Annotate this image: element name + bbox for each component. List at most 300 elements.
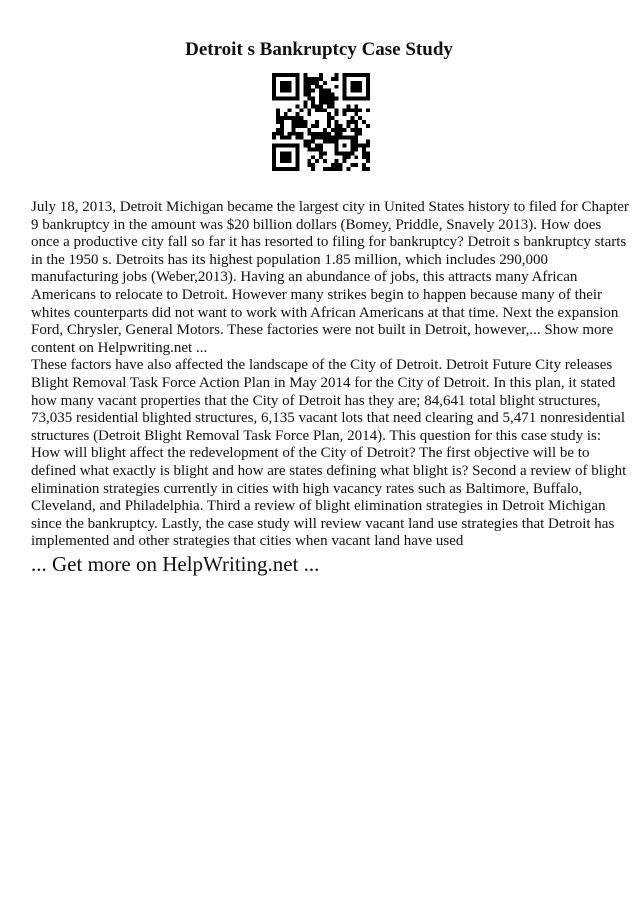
paragraph-intro: July 18, 2013, Detroit Michigan became the largest city in United States history to filed for Chapter 9 bankruptcy in the amount was $20 billion dollars (Bomey, Priddle, Snavely 2013). How does once a productive city fall so far it has resorted to filing for bankruptcy? Detroit s bankruptcy starts in the 1950 s. Detroits has its highest population 1.85 million, which includes 290,000 manufacturing jobs (Weber,2013). Having an abundance of jobs, this attracts many African Americans to relocate to Detroit. However many strikes begin to happen because many of their whites counterparts did not want to work with African Americans at that time. Next the expansion Ford, Chrysler, General Motors. These factories were not built in Detroit, however,... Show more content on Helpwriting.net ... — [31, 199, 629, 356]
qr-cell — [284, 73, 288, 77]
qr-cell — [288, 108, 292, 112]
qr-cell — [323, 167, 327, 171]
qr-cell — [307, 159, 311, 163]
qr-cell — [272, 89, 276, 93]
qr-cell — [335, 112, 339, 116]
qr-cell — [323, 132, 327, 136]
qr-cell — [307, 112, 311, 116]
qr-cell — [280, 124, 284, 128]
qr-cell — [323, 81, 327, 85]
qr-cell — [366, 140, 370, 144]
qr-cell — [307, 128, 311, 132]
qr-cell — [296, 147, 300, 151]
qr-cell — [284, 159, 288, 163]
qr-cell — [350, 81, 354, 85]
qr-cell — [307, 77, 311, 81]
qr-cell — [358, 116, 362, 120]
qr-cell — [311, 167, 315, 171]
qr-cell — [354, 81, 358, 85]
qr-cell — [288, 136, 292, 140]
qr-cell — [272, 77, 276, 81]
qr-cell — [331, 136, 335, 140]
qr-cell — [272, 147, 276, 151]
qr-cell — [354, 136, 358, 140]
qr-cell — [303, 144, 307, 148]
qr-cell — [292, 116, 296, 120]
qr-cell — [276, 128, 280, 132]
qr-cell — [327, 132, 331, 136]
qr-cell — [296, 104, 300, 108]
qr-cell — [288, 132, 292, 136]
qr-cell — [346, 167, 350, 171]
qr-cell — [272, 93, 276, 97]
qr-cell — [303, 93, 307, 97]
qr-cell — [280, 85, 284, 89]
qr-cell — [319, 108, 323, 112]
qr-cell — [335, 73, 339, 77]
qr-cell — [366, 97, 370, 101]
qr-cell — [296, 159, 300, 163]
qr-cell — [350, 136, 354, 140]
qr-cell — [335, 85, 339, 89]
qr-cell — [331, 97, 335, 101]
qr-cell — [303, 73, 307, 77]
qr-cell — [358, 97, 362, 101]
qr-cell — [343, 159, 347, 163]
qr-cell — [331, 167, 335, 171]
qr-cell — [350, 163, 354, 167]
qr-cell — [307, 93, 311, 97]
qr-cell — [350, 140, 354, 144]
qr-cell — [284, 167, 288, 171]
qr-cell — [354, 155, 358, 159]
qr-cell — [303, 81, 307, 85]
get-more-link[interactable]: ... Get more on HelpWriting.net ... — [31, 552, 320, 576]
qr-cell — [319, 89, 323, 93]
qr-cell — [354, 97, 358, 101]
qr-cell — [327, 140, 331, 144]
qr-cell — [315, 144, 319, 148]
qr-cell — [311, 140, 315, 144]
qr-cell — [346, 155, 350, 159]
qr-cell — [346, 104, 350, 108]
qr-cell — [296, 124, 300, 128]
qr-cell — [303, 77, 307, 81]
qr-cell — [296, 144, 300, 148]
qr-cell — [319, 104, 323, 108]
qr-cell — [292, 132, 296, 136]
qr-cell — [311, 132, 315, 136]
qr-cell — [327, 120, 331, 124]
qr-cell — [288, 151, 292, 155]
qr-cell — [319, 85, 323, 89]
qr-cell — [303, 100, 307, 104]
qr-cell — [280, 73, 284, 77]
qr-cell — [280, 132, 284, 136]
qr-cell — [272, 85, 276, 89]
qr-cell — [292, 120, 296, 124]
qr-cell — [339, 128, 343, 132]
qr-cell — [327, 116, 331, 120]
qr-cell — [315, 108, 319, 112]
qr-cell — [335, 147, 339, 151]
qr-cell — [331, 140, 335, 144]
qr-cell — [327, 112, 331, 116]
qr-cell — [358, 85, 362, 89]
qr-cell — [276, 73, 280, 77]
qr-cell — [366, 93, 370, 97]
qr-cell — [335, 144, 339, 148]
qr-cell — [315, 120, 319, 124]
qr-cell — [272, 155, 276, 159]
qr-cell — [343, 155, 347, 159]
qr-cell — [354, 163, 358, 167]
qr-cell — [366, 77, 370, 81]
qr-cell — [288, 85, 292, 89]
qr-cell — [331, 77, 335, 81]
qr-cell — [307, 163, 311, 167]
qr-cell — [358, 132, 362, 136]
qr-cell — [299, 136, 303, 140]
qr-cell — [272, 73, 276, 77]
qr-cell — [354, 124, 358, 128]
qr-cell — [292, 97, 296, 101]
qr-cell — [307, 85, 311, 89]
qr-cell — [315, 159, 319, 163]
qr-cell — [311, 163, 315, 167]
qr-cell — [362, 73, 366, 77]
qr-cell — [296, 155, 300, 159]
qr-cell — [307, 132, 311, 136]
qr-cell — [299, 124, 303, 128]
qr-cell — [343, 144, 347, 148]
qr-cell — [307, 144, 311, 148]
qr-cell — [284, 151, 288, 155]
qr-cell — [288, 116, 292, 120]
qr-cell — [280, 116, 284, 120]
qr-cell — [296, 163, 300, 167]
qr-cell — [288, 167, 292, 171]
qr-cell — [303, 89, 307, 93]
qr-cell — [284, 116, 288, 120]
qr-cell — [335, 167, 339, 171]
qr-cell — [339, 124, 343, 128]
qr-cell — [335, 136, 339, 140]
qr-cell — [296, 93, 300, 97]
qr-cell — [323, 93, 327, 97]
qr-cell — [323, 100, 327, 104]
qr-cell — [276, 144, 280, 148]
qr-cell — [284, 89, 288, 93]
qr-cell — [319, 97, 323, 101]
qr-cell — [311, 136, 315, 140]
qr-cell — [311, 100, 315, 104]
qr-cell — [292, 167, 296, 171]
qr-cell — [292, 144, 296, 148]
qr-cell — [343, 151, 347, 155]
qr-cell — [296, 81, 300, 85]
qr-cell — [362, 144, 366, 148]
qr-cell — [315, 85, 319, 89]
qr-cell — [335, 163, 339, 167]
qr-cell — [272, 136, 276, 140]
qr-cell — [358, 108, 362, 112]
qr-cell — [331, 116, 335, 120]
qr-cell — [346, 108, 350, 112]
qr-cell — [335, 124, 339, 128]
qr-cell — [315, 147, 319, 151]
qr-cell — [366, 151, 370, 155]
qr-cell — [288, 73, 292, 77]
qr-cell — [311, 124, 315, 128]
qr-cell — [288, 97, 292, 101]
qr-cell — [272, 97, 276, 101]
qr-cell — [288, 155, 292, 159]
qr-cell — [323, 151, 327, 155]
qr-cell — [280, 120, 284, 124]
qr-cell — [296, 97, 300, 101]
qr-cell — [327, 124, 331, 128]
qr-cell — [311, 81, 315, 85]
qr-cell — [362, 167, 366, 171]
qr-cell — [296, 73, 300, 77]
qr-cell — [299, 116, 303, 120]
qr-cell — [358, 73, 362, 77]
qr-cell — [335, 132, 339, 136]
qr-cell — [323, 89, 327, 93]
qr-cell — [350, 120, 354, 124]
qr-cell — [280, 151, 284, 155]
qr-cell — [346, 136, 350, 140]
qr-cell — [315, 136, 319, 140]
qr-cell — [350, 151, 354, 155]
qr-cell — [307, 89, 311, 93]
qr-cell — [354, 73, 358, 77]
qr-cell — [296, 116, 300, 120]
qr-cell — [296, 85, 300, 89]
qr-cell — [319, 93, 323, 97]
qr-cell — [343, 81, 347, 85]
qr-cell — [354, 104, 358, 108]
qr-cell — [350, 128, 354, 132]
qr-cell — [346, 97, 350, 101]
qr-cell — [343, 112, 347, 116]
qr-cell — [327, 97, 331, 101]
qr-cell — [323, 140, 327, 144]
qr-cell — [303, 140, 307, 144]
document-body — [31, 199, 631, 551]
qr-cell — [315, 81, 319, 85]
qr-cell — [331, 100, 335, 104]
qr-cell — [303, 85, 307, 89]
qr-cell — [354, 89, 358, 93]
qr-cell — [331, 93, 335, 97]
qr-cell — [343, 77, 347, 81]
qr-cell — [354, 144, 358, 148]
qr-cell — [327, 89, 331, 93]
qr-cell — [280, 128, 284, 132]
qr-cell — [292, 73, 296, 77]
qr-cell — [323, 159, 327, 163]
qr-cell — [350, 108, 354, 112]
qr-cell — [272, 132, 276, 136]
qr-cell — [366, 85, 370, 89]
qr-cell — [292, 128, 296, 132]
qr-cell — [358, 89, 362, 93]
paragraph-blight: These factors have also affected the landscape of the City of Detroit. Detroit Future City releases Blight Removal Task Force Action Plan in May 2014 for the City of Detroit. In this plan, it stated how many vacant properties that the City of Detroit has they are; 84,641 total blight structures, 73,035 residential blighted structures, 6,135 vacant lots that need clearing and 5,471 nonresidential structures (Detroit Blight Removal Task Force Plan, 2014). This question for this case study is: How will blight affect the redevelopment of the City of Detroit? The first objective will be to defined what exactly is blight and how are states defining what blight is? Second a review of blight elimination strategies currently in cities with high vacancy rates such as Baltimore, Buffalo, Cleveland, and Philadelphia. Third a review of blight elimination strategies in Detroit Michigan since the bankruptcy. Lastly, the case study will review vacant land use strategies that Detroit has implemented and other strategies that cities when vacant land have used — [31, 357, 627, 550]
qr-cell — [296, 132, 300, 136]
qr-cell — [272, 81, 276, 85]
qr-cell — [335, 120, 339, 124]
qr-cell — [276, 132, 280, 136]
qr-cell — [303, 124, 307, 128]
qr-cell — [343, 85, 347, 89]
qr-cell — [362, 151, 366, 155]
qr-cell — [366, 144, 370, 148]
qr-cell — [280, 167, 284, 171]
qr-cell — [331, 104, 335, 108]
qr-cell — [323, 97, 327, 101]
qr-cell — [272, 163, 276, 167]
qr-cell — [354, 147, 358, 151]
qr-cell — [315, 132, 319, 136]
qr-cell — [339, 132, 343, 136]
qr-cell — [288, 144, 292, 148]
qr-cell — [280, 81, 284, 85]
qr-cell — [327, 93, 331, 97]
qr-cell — [296, 151, 300, 155]
qr-cell — [276, 116, 280, 120]
qr-cell — [343, 128, 347, 132]
qr-cell — [319, 132, 323, 136]
qr-cell — [350, 97, 354, 101]
qr-code-icon — [272, 73, 370, 171]
qr-cell — [343, 93, 347, 97]
qr-cell — [292, 124, 296, 128]
qr-cell — [366, 108, 370, 112]
qr-cell — [354, 140, 358, 144]
qr-cell — [343, 108, 347, 112]
qr-cell — [315, 77, 319, 81]
qr-cell — [284, 81, 288, 85]
qr-cell — [366, 81, 370, 85]
qr-cell — [311, 155, 315, 159]
qr-cell — [354, 108, 358, 112]
qr-cell — [354, 120, 358, 124]
qr-cell — [327, 100, 331, 104]
qr-cell — [350, 85, 354, 89]
qr-cell — [362, 120, 366, 124]
qr-cell — [327, 167, 331, 171]
qr-cell — [339, 151, 343, 155]
qr-cell — [272, 167, 276, 171]
qr-cell — [311, 147, 315, 151]
qr-cell — [296, 112, 300, 116]
qr-cell — [366, 73, 370, 77]
qr-cell — [319, 144, 323, 148]
qr-cell — [272, 144, 276, 148]
qr-cell — [311, 97, 315, 101]
qr-cell — [296, 89, 300, 93]
qr-cell — [280, 159, 284, 163]
qr-cell — [307, 97, 311, 101]
qr-cell — [362, 147, 366, 151]
qr-cell — [296, 120, 300, 124]
qr-cell — [366, 167, 370, 171]
qr-cell — [319, 77, 323, 81]
qr-cell — [335, 108, 339, 112]
qr-cell — [319, 151, 323, 155]
qr-cell — [362, 163, 366, 167]
qr-cell — [335, 77, 339, 81]
qr-cell — [276, 167, 280, 171]
qr-cell — [346, 73, 350, 77]
qr-cell — [307, 81, 311, 85]
qr-cell — [323, 136, 327, 140]
qr-cell — [284, 85, 288, 89]
qr-cell — [307, 108, 311, 112]
qr-cell — [366, 155, 370, 159]
qr-cell — [284, 144, 288, 148]
qr-cell — [358, 144, 362, 148]
qr-cell — [354, 112, 358, 116]
qr-cell — [276, 120, 280, 124]
qr-cell — [303, 120, 307, 124]
qr-cell — [307, 140, 311, 144]
qr-cell — [299, 108, 303, 112]
qr-cell — [319, 73, 323, 77]
qr-cell — [276, 112, 280, 116]
qr-cell — [296, 167, 300, 171]
qr-cell — [288, 81, 292, 85]
qr-cell — [315, 104, 319, 108]
qr-cell — [358, 128, 362, 132]
qr-cell — [343, 89, 347, 93]
qr-cell — [299, 120, 303, 124]
qr-cell — [350, 73, 354, 77]
qr-cell — [288, 89, 292, 93]
qr-cell — [366, 89, 370, 93]
qr-cell — [346, 120, 350, 124]
qr-cell — [343, 73, 347, 77]
qr-cell — [343, 136, 347, 140]
qr-cell — [284, 112, 288, 116]
qr-cell — [362, 97, 366, 101]
qr-cell — [350, 116, 354, 120]
qr-cell — [303, 104, 307, 108]
qr-cell — [315, 124, 319, 128]
qr-cell — [288, 159, 292, 163]
qr-cell — [284, 136, 288, 140]
qr-cell — [280, 155, 284, 159]
qr-cell — [366, 124, 370, 128]
qr-cell — [307, 147, 311, 151]
qr-cell — [311, 77, 315, 81]
qr-cell — [327, 104, 331, 108]
qr-cell — [319, 155, 323, 159]
document-title: Detroit s Bankruptcy Case Study — [185, 39, 453, 60]
qr-cell — [346, 124, 350, 128]
qr-cell — [284, 97, 288, 101]
qr-cell — [272, 151, 276, 155]
qr-cell — [350, 144, 354, 148]
qr-cell — [323, 108, 327, 112]
qr-cell — [323, 128, 327, 132]
qr-cell — [366, 159, 370, 163]
qr-cell — [331, 163, 335, 167]
qr-cell — [358, 81, 362, 85]
qr-cell — [335, 97, 339, 101]
